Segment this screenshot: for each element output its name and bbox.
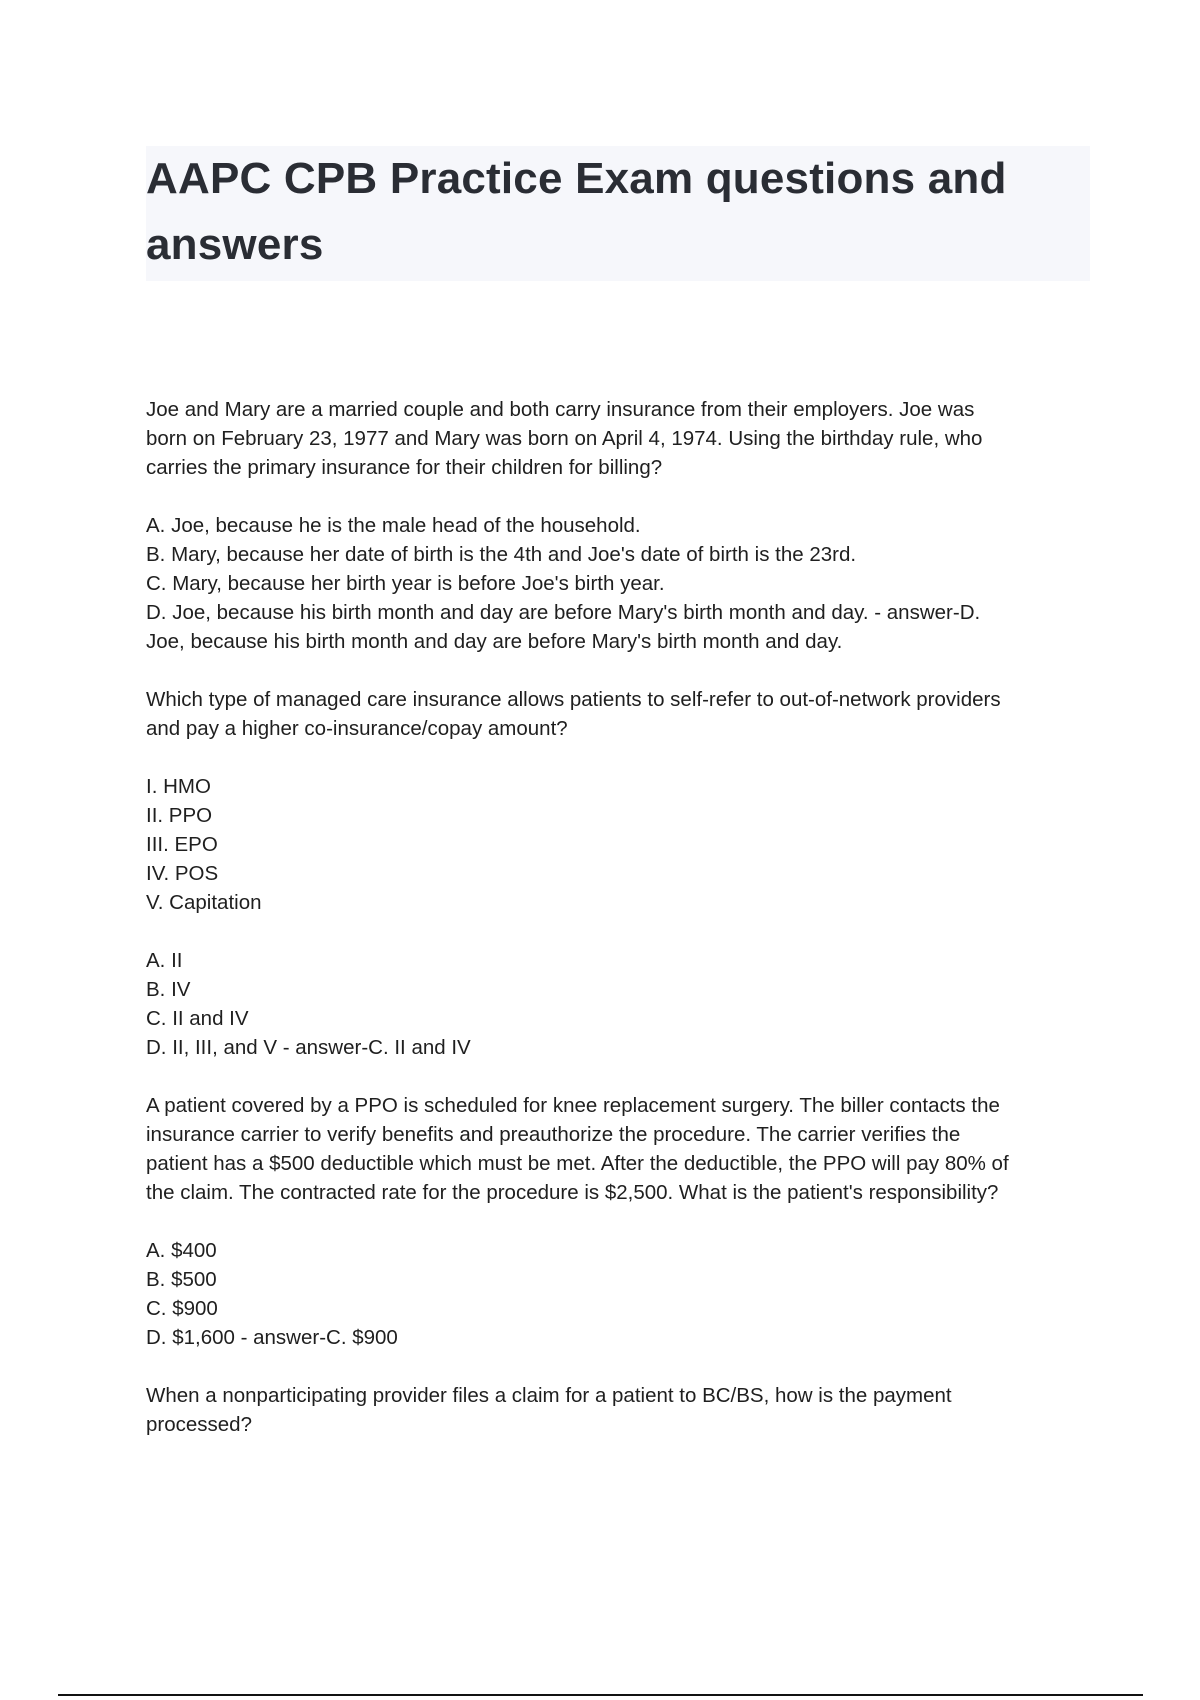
stem-line: and pay a higher co-insurance/copay amount?	[146, 717, 568, 740]
list-item: I. HMO	[146, 775, 211, 798]
list-item: IV. POS	[146, 862, 219, 885]
list-item: II. PPO	[146, 804, 213, 827]
answer-line: Joe, because his birth month and day are before Mary's birth month and day.	[146, 630, 843, 653]
stem-line: born on February 23, 1977 and Mary was born on April 4, 1974. Using the birthday rule, who	[146, 427, 983, 450]
title-banner	[146, 146, 1090, 281]
option-line: C. $900	[146, 1297, 218, 1320]
question-2-list	[146, 772, 1086, 917]
title-line: answers	[146, 220, 324, 269]
option-line: B. $500	[146, 1268, 217, 1291]
stem-line: patient has a $500 deductible which must be met. After the deductible, the PPO will pay 80% of	[146, 1152, 1009, 1175]
option-line: A. Joe, because he is the male head of the household.	[146, 514, 641, 537]
question-1-options	[146, 511, 1086, 656]
option-line: A. $400	[146, 1239, 217, 1262]
question-4-stem	[146, 1381, 1086, 1439]
document-body	[146, 395, 1086, 1468]
question-2-options	[146, 946, 1086, 1062]
list-item: III. EPO	[146, 833, 218, 856]
stem-line: Which type of managed care insurance allows patients to self-refer to out-of-network providers	[146, 688, 1001, 711]
stem-line: carries the primary insurance for their children for billing?	[146, 456, 663, 479]
option-line: D. $1,600 - answer-C. $900	[146, 1326, 398, 1349]
question-3-options	[146, 1236, 1086, 1352]
question-2-stem	[146, 685, 1086, 743]
option-line: A. II	[146, 949, 183, 972]
option-line: C. II and IV	[146, 1007, 249, 1030]
stem-line: insurance carrier to verify benefits and preauthorize the procedure. The carrier verifies the	[146, 1123, 961, 1146]
stem-line: A patient covered by a PPO is scheduled for knee replacement surgery. The biller contacts the	[146, 1094, 1000, 1117]
title-line: AAPC CPB Practice Exam questions and	[146, 154, 1007, 203]
option-line: C. Mary, because her birth year is before Joe's birth year.	[146, 572, 665, 595]
option-line: D. Joe, because his birth month and day are before Mary's birth month and day. - answer-D.	[146, 601, 981, 624]
option-line: B. Mary, because her date of birth is the 4th and Joe's date of birth is the 23rd.	[146, 543, 857, 566]
stem-line: the claim. The contracted rate for the procedure is $2,500. What is the patient's responsibility?	[146, 1181, 999, 1204]
question-1-stem	[146, 395, 1086, 482]
option-line: D. II, III, and V - answer-C. II and IV	[146, 1036, 471, 1059]
list-item: V. Capitation	[146, 891, 262, 914]
footer-divider	[58, 1694, 1143, 1696]
question-3-stem	[146, 1091, 1086, 1207]
page-title	[146, 146, 1090, 278]
stem-line: When a nonparticipating provider files a claim for a patient to BC/BS, how is the payment	[146, 1384, 952, 1407]
option-line: B. IV	[146, 978, 191, 1001]
stem-line: processed?	[146, 1413, 252, 1436]
stem-line: Joe and Mary are a married couple and both carry insurance from their employers. Joe was	[146, 398, 975, 421]
